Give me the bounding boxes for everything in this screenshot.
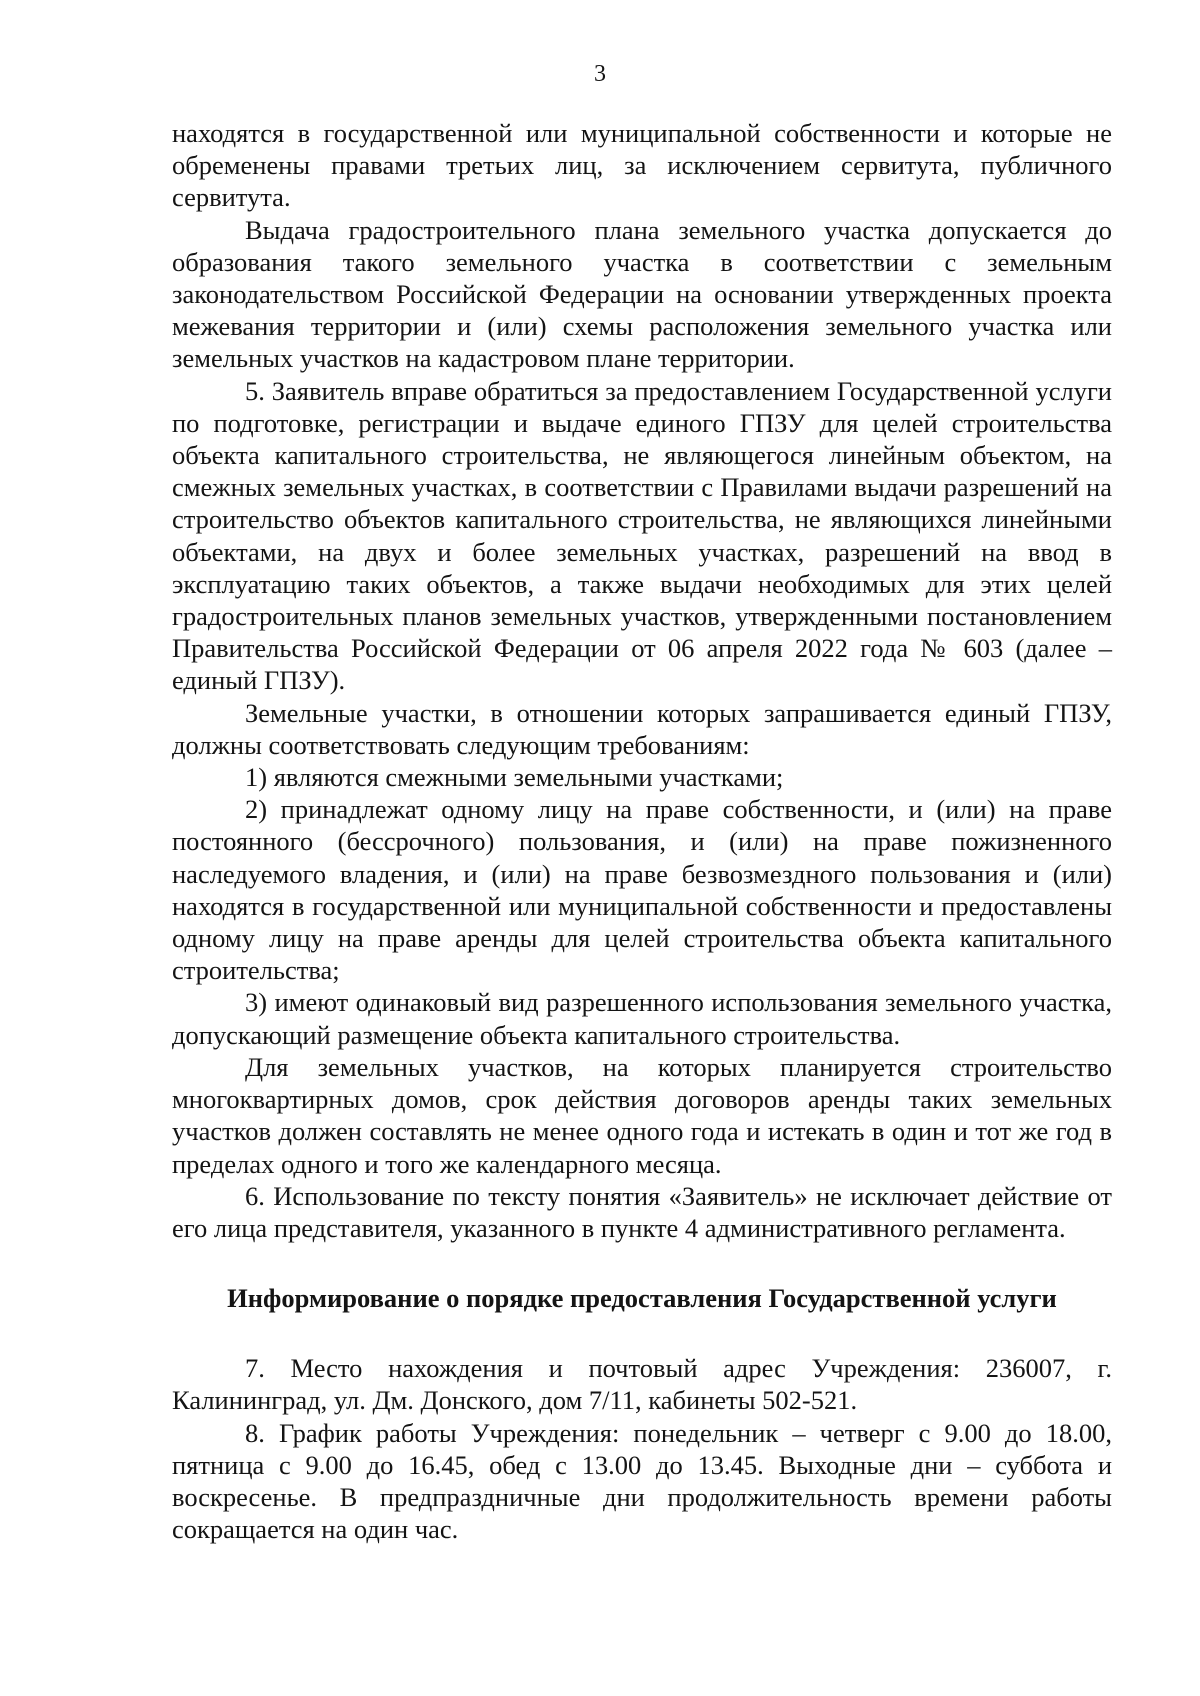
paragraph: 5. Заявитель вправе обратиться за предоставлением Государственной услуги по подготовке, регистрации и выдаче единого ГПЗУ для целей строительства объекта капитального строительства, не являющегося линейным объектом, на смежных земельных участках, в соответствии с Правилами выдачи разрешений на строительство объектов капитального строительства, не являющихся линейными объектами, на двух и более земельных участках, разрешений на ввод в эксплуатацию таких объектов, а также выдачи необходимых для этих целей градостроительных планов земельных участков, утвержденными постановлением Правительства Российской Федерации от 06 апреля 2022 года № 603 (далее – единый ГПЗУ). (172, 375, 1112, 696)
paragraph: 2) принадлежат одному лицу на праве собственности, и (или) на праве постоянного (бессрочного) пользования, и (или) на праве пожизненного наследуемого владения, и (или) на праве безвозмездного пользования и (или) находятся в государственной или муниципальной собственности и предоставлены одному лицу на праве аренды для целей строительства объекта капитального строительства; (172, 794, 1112, 986)
paragraph: 6. Использование по тексту понятия «Заявитель» не исключает действие от его лица представителя, указанного в пункте 4 административного регламента. (172, 1180, 1112, 1243)
paragraph: 7. Место нахождения и почтовый адрес Учреждения: 236007, г. Калининград, ул. Дм. Донского, дом 7/11, кабинеты 502-521. (172, 1353, 1112, 1416)
page-number: 3 (594, 61, 606, 87)
section-heading: Информирование о порядке предоставления Государственной услуги (227, 1283, 1057, 1314)
paragraph: Земельные участки, в отношении которых запрашивается единый ГПЗУ, должны соответствовать следующим требованиям: (172, 697, 1112, 760)
document-body (172, 117, 1112, 1545)
paragraphs-after-heading (172, 1352, 1112, 1545)
paragraph: 8. График работы Учреждения: понедельник – четверг с 9.00 до 18.00, пятница с 9.00 до 16.45, обед с 13.00 до 13.45. Выходные дни – суббота и воскресенье. В предпраздничные дни продолжительность времени работы сокращается на один час. (172, 1417, 1112, 1545)
paragraph: находятся в государственной или муниципальной собственности и которые не обременены правами третьих лиц, за исключением сервитута, публичного сервитута. (172, 118, 1112, 213)
paragraph: Для земельных участков, на которых планируется строительство многоквартирных домов, срок действия договоров аренды таких земельных участков должен составлять не менее одного года и истекать в один и тот же год в пределах одного и того же календарного месяца. (172, 1051, 1112, 1179)
paragraph: 3) имеют одинаковый вид разрешенного использования земельного участка, допускающий размещение объекта капитального строительства. (172, 987, 1112, 1050)
paragraph: Выдача градостроительного плана земельного участка допускается до образования такого земельного участка в соответствии с земельным законодательством Российской Федерации на основании утвержденных проекта межевания территории и (или) схемы расположения земельного участка или земельных участков на кадастровом плане территории. (172, 214, 1112, 374)
paragraphs-before-heading (172, 117, 1112, 1244)
paragraph: 1) являются смежными земельными участками; (245, 762, 784, 793)
